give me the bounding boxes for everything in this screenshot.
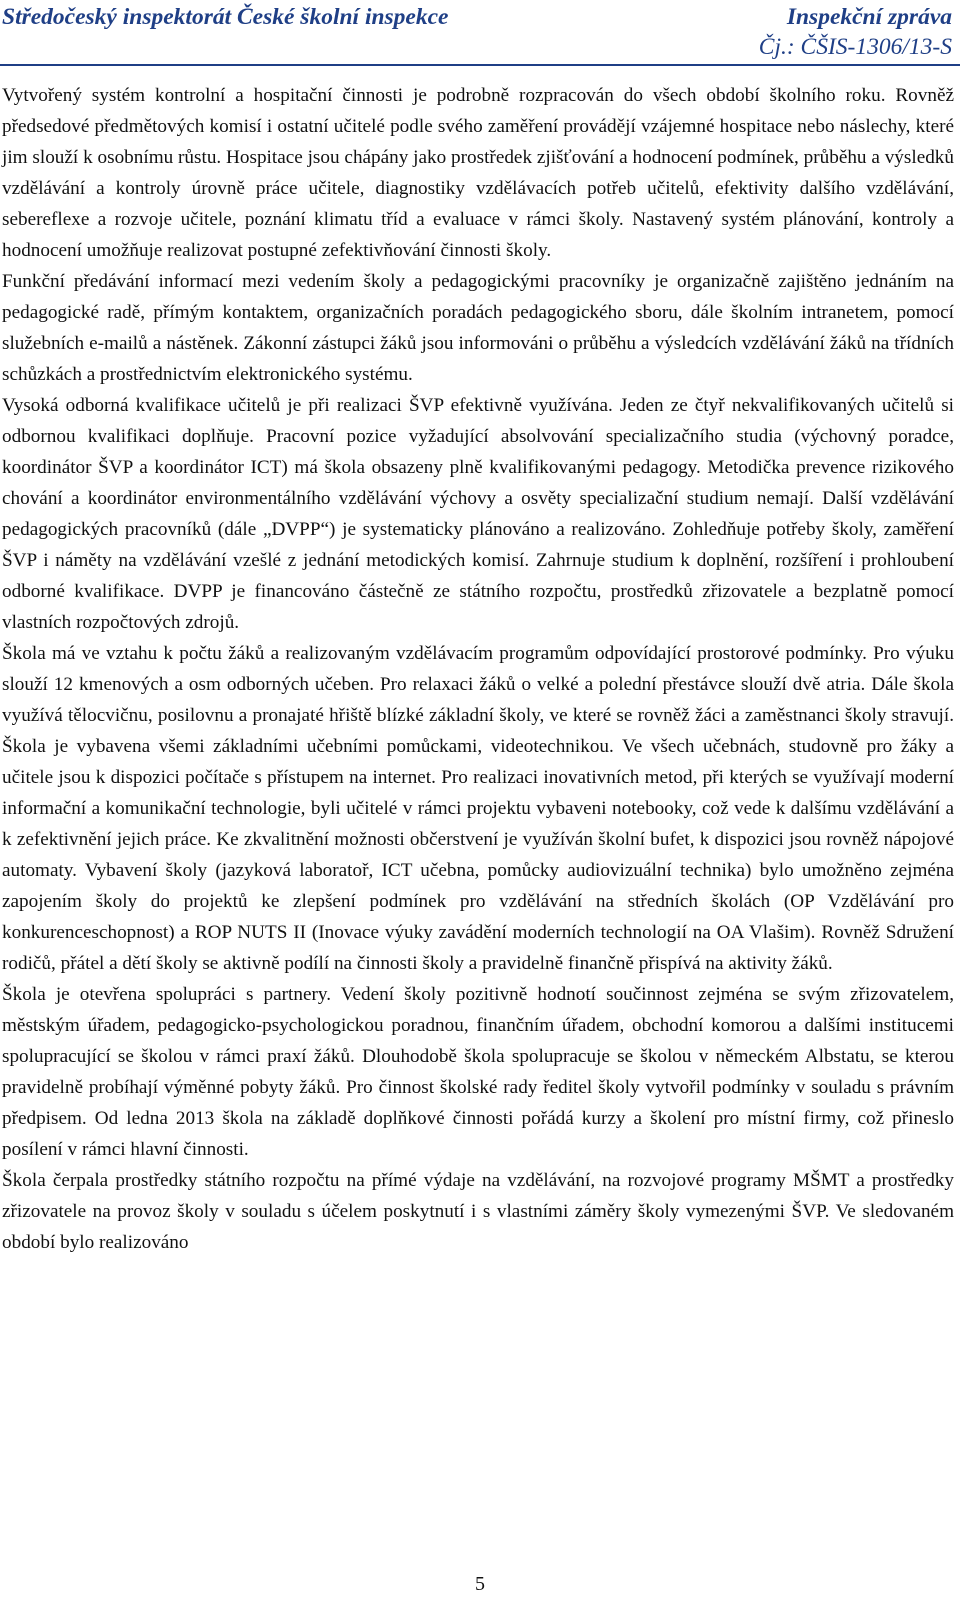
paragraph-hospitation: Vytvořený systém kontrolní a hospitační činnosti je podrobně rozpracován do všech období školního roku. Rovněž předsedové předmětových komisí i ostatní učitelé podle svého zaměření provádějí vzájemné hospitace nebo náslechy, které jim slouží k osobnímu růstu. Hospitace jsou chápány jako prostředek zjišťování a hodnocení podmínek, průběhu a výsledků vzdělávání a kontroly úrovně práce učitele, diagnostiky vzdělávacích potřeb učitelů, efektivity dalšího vzdělávání, sebereflexe a rozvoje učitele, poznání klimatu tříd a evaluace v rámci školy. Nastavený systém plánování, kontroly a hodnocení umožňuje realizovat postupné zefektivňování činnosti školy. — [2, 85, 954, 261]
paragraph-budget: Škola čerpala prostředky státního rozpočtu na přímé výdaje na vzdělávání, na rozvojové programy MŠMT a prostředky zřizovatele na provoz školy v souladu s účelem poskytnutí i s vlastními záměry školy vymezenými ŠVP. Ve sledovaném období bylo realizováno — [2, 1170, 954, 1253]
header-doc-type: Inspekční zpráva — [786, 4, 952, 30]
paragraph-partners: Škola je otevřena spolupráci s partnery. Vedení školy pozitivně hodnotí součinnost zejména se svým zřizovatelem, městským úřadem, pedagogicko-psychologickou poradnou, finančním úřadem, obchodní komorou a dalšími institucemi spolupracující se školou v rámci praxí žáků. Dlouhodobě škola spolupracuje se školou v německém Albstatu, se kterou pravidelně probíhají výměnné pobyty žáků. Pro činnost školské rady ředitel školy vytvořil podmínky v souladu s právním předpisem. Od ledna 2013 škola na základě doplňkové činnosti pořádá kurzy a školení pro místní firmy, což přineslo posílení v rámci hlavní činnosti. — [2, 984, 954, 1160]
header-rule — [0, 64, 960, 66]
header-reference: Čj.: ČŠIS-1306/13-S — [758, 34, 952, 60]
paragraph-qualification: Vysoká odborná kvalifikace učitelů je při realizaci ŠVP efektivně využívána. Jeden ze čtyř nekvalifikovaných učitelů si odbornou kvalifikaci doplňuje. Pracovní pozice vyžadující absolvování specializačního studia (výchovný poradce, koordinátor ŠVP a koordinátor ICT) má škola obsazeny plně kvalifikovanými pedagogy. Metodička prevence rizikového chování a koordinátor environmentálního vzdělávání výchovy a osvěty specializační studium nemají. Další vzdělávání pedagogických pracovníků (dále „DVPP“) je systematicky plánováno a realizováno. Zohledňuje potřeby školy, zaměření ŠVP i náměty na vzdělávání vzešlé z jednání metodických komisí. Zahrnuje studium k doplnění, rozšíření i prohloubení odborné kvalifikace. DVPP je financováno částečně ze státního rozpočtu, prostředků zřizovatele a bezplatně pomocí vlastních rozpočtových zdrojů. — [2, 395, 954, 633]
page-number: 5 — [475, 1573, 485, 1595]
header-right-block — [759, 2, 952, 62]
paragraph-facilities: Škola má ve vztahu k počtu žáků a realizovaným vzdělávacím programům odpovídající prostorové podmínky. Pro výuku slouží 12 kmenových a osm odborných učeben. Pro relaxaci žáků o velké a polední přestávce slouží dvě atria. Dále škola využívá tělocvičnu, posilovnu a pronajaté hřiště blízké základní školy, ve které se rovněž žáci a zaměstnanci školy stravují. Škola je vybavena všemi základními učebními pomůckami, videotechnikou. Ve všech učebnách, studovně pro žáky a učitele jsou k dispozici počítače s přístupem na internet. Pro realizaci inovativních metod, při kterých se využívají moderní informační a komunikační technologie, byli učitelé v rámci projektu vybaveni notebooky, což vede k dalšímu vzdělávání a k zefektivnění jejich práce. Ke zkvalitnění možnosti občerstvení je využíván školní bufet, k dispozici jsou rovněž nápojové automaty. Vybavení školy (jazyková laboratoř, ICT učebna, pomůcky audiovizuální technika) bylo umožněno zejména zapojením školy do projektů ke zlepšení podmínek pro vzdělávání na středních školách (OP Vzdělávání pro konkurenceschopnost) a ROP NUTS II (Inovace výuky zavádění moderních technologií na OA Vlašim). Rovněž Sdružení rodičů, přátel a dětí školy se aktivně podílí na činnosti školy a pravidelně finančně přispívá na aktivity žáků. — [2, 643, 954, 974]
header-organization: Středočeský inspektorát České školní inspekce — [2, 4, 449, 30]
body-text — [2, 80, 954, 1258]
page-header — [0, 2, 960, 62]
paragraph-information-transfer: Funkční předávání informací mezi vedením školy a pedagogickými pracovníky je organizačně zajištěno jednáním na pedagogické radě, přímým kontaktem, organizačních poradách pedagogického sboru, dále školním intranetem, pomocí služebních e-mailů a nástěnek. Zákonní zástupci žáků jsou informováni o průběhu a výsledcích vzdělávání žáků na třídních schůzkách a prostřednictvím elektronického systému. — [2, 271, 954, 385]
